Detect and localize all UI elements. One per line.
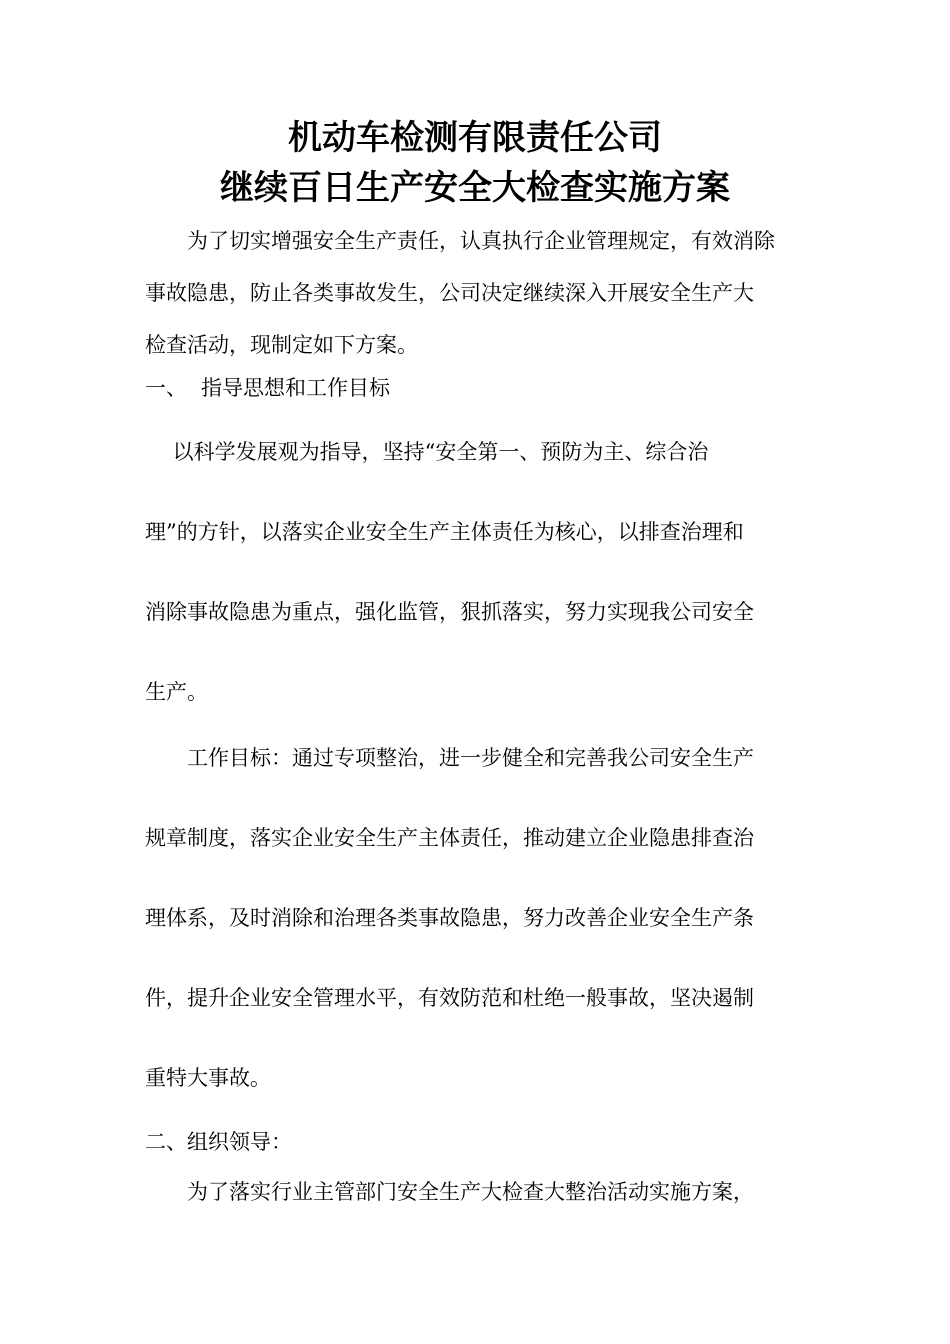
work-goals-paragraph: [145, 743, 810, 1143]
document-title-company: 机动车检测有限责任公司: [288, 118, 662, 158]
text-line: 为了落实行业主管部门安全生产大检查大整治活动实施方案，: [145, 1180, 754, 1204]
intro-paragraph: [145, 226, 810, 382]
text-line: 工作目标：通过专项整治，进一步健全和完善我公司安全生产: [145, 746, 754, 770]
section-1-title: 指导思想和工作目标: [201, 376, 390, 400]
section-2-heading: 二、组织领导：: [145, 1130, 292, 1154]
text-line: 重特大事故。: [145, 1066, 271, 1090]
text-line: 理”的方针，以落实企业安全生产主体责任为核心，以排查治理和: [145, 520, 744, 544]
text-line: 理体系，及时消除和治理各类事故隐患，努力改善企业安全生产条: [145, 906, 754, 930]
text-line: 消除事故隐患为重点，强化监管，狠抓落实，努力实现我公司安全: [145, 600, 754, 624]
document-title-plan: 继续百日生产安全大检查实施方案: [220, 168, 730, 208]
text-line: 规章制度，落实企业安全生产主体责任，推动建立企业隐患排查治: [145, 826, 754, 850]
section-1-number: 一、: [145, 376, 187, 400]
guiding-ideology-paragraph: [145, 437, 810, 757]
text-line: 为了切实增强安全生产责任，认真执行企业管理规定，有效消除: [145, 229, 775, 253]
section-1-heading: [145, 373, 390, 403]
text-line: 事故隐患，防止各类事故发生，公司决定继续深入开展安全生产大: [145, 281, 754, 305]
text-line: 生产。: [145, 680, 208, 704]
text-line: 检查活动，现制定如下方案。: [145, 333, 418, 357]
text-line: 以科学发展观为指导，坚持“安全第一、预防为主、综合治: [145, 440, 709, 464]
text-line: 件，提升企业安全管理水平，有效防范和杜绝一般事故，坚决遏制: [145, 986, 754, 1010]
organization-paragraph: [145, 1177, 810, 1207]
